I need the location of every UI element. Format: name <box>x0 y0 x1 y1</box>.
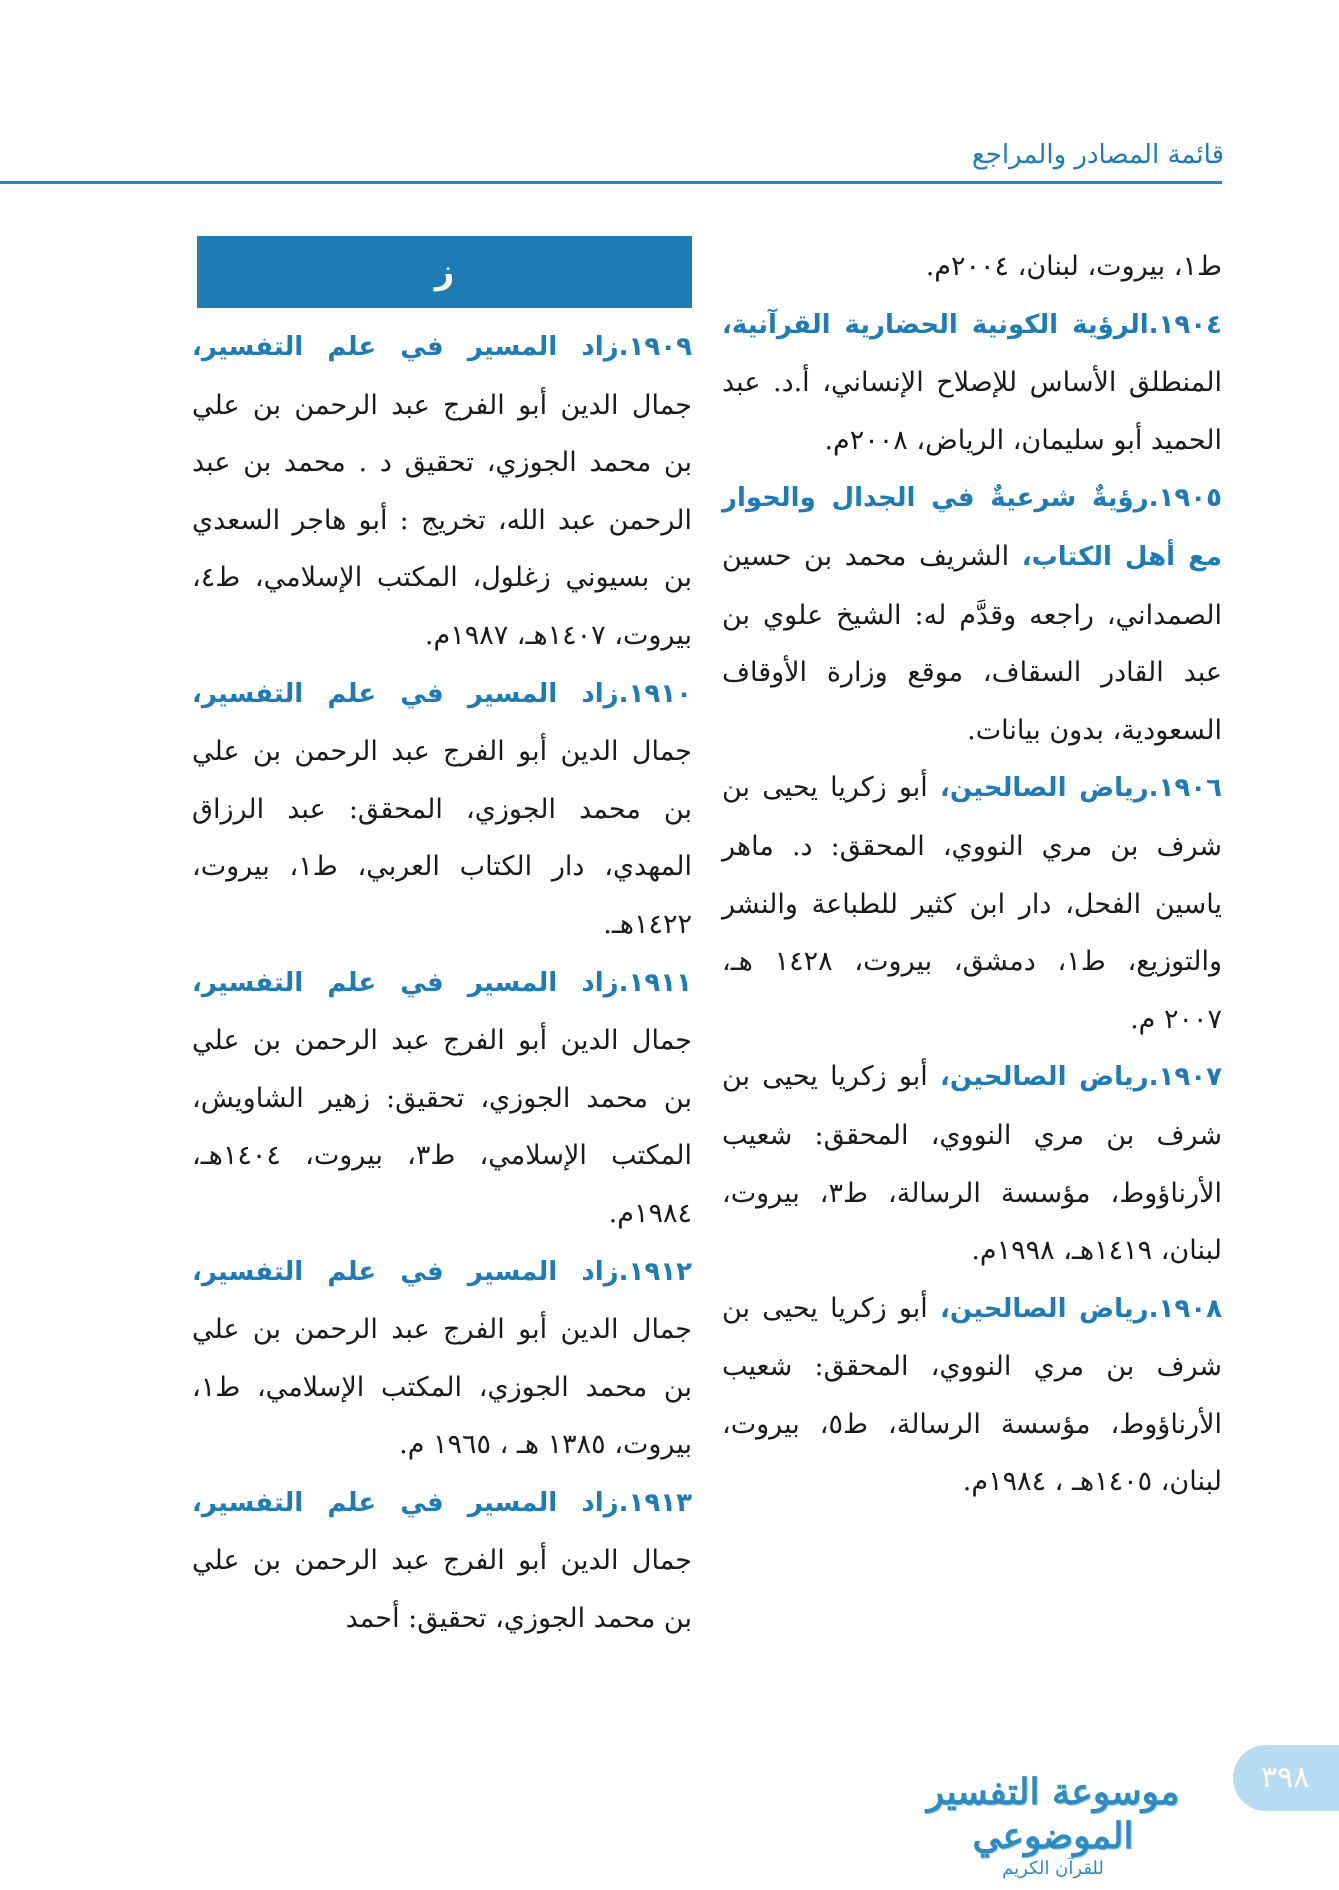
entry-text: أبو زكريا يحيى بن شرف بن مري النووي، المحقق: شعيب الأرناؤوط، مؤسسة الرسالة، ط٥، بيروت، لبنان، ١٤٠٥هـ ، ١٩٨٤م. <box>722 1292 1222 1498</box>
entry-title: زاد المسير في علم التفسير، <box>192 332 619 362</box>
entry-number: ١٩٠٤. <box>1148 309 1222 340</box>
entry-text: جمال الدين أبو الفرج عبد الرحمن بن علي بن محمد الجوزي، تحقيق د . محمد بن عبد الرحمن عبد الله، تخريج : أبو هاجر السعدي بن بسيوني زغلول، المكتب الإسلامي، ط٤، بيروت، ١٤٠٧هـ، ١٩٨٧م. <box>192 389 692 651</box>
bibliography-column-left <box>192 236 692 1648</box>
entry-title: الرؤية الكونية الحضارية القرآنية، <box>722 309 1149 340</box>
entry-number: ١٩٠٩. <box>618 332 692 362</box>
entry-text: ط١، بيروت، لبنان، ٢٠٠٤م. <box>925 251 1222 282</box>
entry-title: رياض الصالحين، <box>940 1062 1149 1093</box>
entry-text: جمال الدين أبو الفرج عبد الرحمن بن علي بن محمد الجوزي، تحقيق: أحمد <box>192 1545 692 1635</box>
encyclopedia-logo <box>918 1770 1188 1879</box>
entry-number: ١٩١١. <box>618 967 692 998</box>
section-letter-heading: ز <box>197 236 692 308</box>
entry-text: جمال الدين أبو الفرج عبد الرحمن بن علي بن محمد الجوزي، المحقق: عبد الرزاق المهدي، دار الكتاب العربي، ط١، بيروت، ١٤٢٢هـ. <box>192 736 693 940</box>
entry-text: أبو زكريا يحيى بن شرف بن مري النووي، المحقق: د. ماهر ياسين الفحل، دار ابن كثير للطباعة والنشر والتوزيع، ط١، دمشق، بيروت، ١٤٢٨ هـ، ٢٠٠٧ م. <box>722 772 1222 1035</box>
entry-title: رياض الصالحين، <box>940 1293 1149 1324</box>
entry-title: زاد المسير في علم التفسير، <box>192 1487 619 1518</box>
logo-title: موسوعة التفسير الموضوعي <box>926 1771 1180 1857</box>
entry-text: ٢٠٠٨م. <box>824 424 908 456</box>
entry-number: ١٩١٣. <box>618 1487 692 1518</box>
running-header-title: قائمة المصادر والمراجع <box>971 140 1224 170</box>
bibliography-entry <box>722 469 1222 759</box>
entry-title: زاد المسير في علم التفسير، <box>192 1256 619 1287</box>
entry-number: ١٩١٠. <box>618 678 692 709</box>
entry-number: ١٩٠٥. <box>1148 483 1222 514</box>
entry-text: أبو زكريا يحيى بن شرف بن مري النووي، المحقق: شعيب الأرناؤوط، مؤسسة الرسالة، ط٣، بيروت، لبنان، ١٤١٩هـ، ١٩٩٨م. <box>722 1061 1222 1267</box>
bibliography-entry <box>722 1280 1222 1511</box>
bibliography-entry <box>722 238 1222 296</box>
entry-number: ١٩٠٧. <box>1148 1062 1223 1093</box>
bibliography-entry <box>192 318 692 665</box>
bibliography-entry <box>722 296 1222 470</box>
bibliography-entry <box>192 954 692 1243</box>
entry-title: رياض الصالحين، <box>940 773 1149 804</box>
page-number-badge: ٣٩٨ <box>1233 1745 1339 1811</box>
entry-number: ١٩٠٨. <box>1148 1293 1223 1324</box>
bibliography-entry <box>722 759 1222 1048</box>
bibliography-entry <box>722 1048 1222 1279</box>
entry-text: جمال الدين أبو الفرج عبد الرحمن بن علي بن محمد الجوزي، تحقيق: زهير الشاويش، المكتب الإسلامي، ط٣، بيروت، ١٤٠٤هـ، ١٩٨٤م. <box>192 1025 692 1229</box>
entry-title: زاد المسير في علم التفسير، <box>192 967 619 998</box>
entry-text: المنطلق الأساس للإصلاح الإنساني، <box>822 367 1222 399</box>
bibliography-entry <box>192 665 692 954</box>
entry-text: جمال الدين أبو الفرج عبد الرحمن بن علي بن محمد الجوزي، المكتب الإسلامي، ط١، بيروت، ١٣٨٥ هـ ، ١٩٦٥ م. <box>192 1314 692 1461</box>
entry-text: الشريف محمد بن حسين الصمداني، راجعه وقدَّم له: الشيخ علوي بن عبد القادر السقاف، موقع وزارة الأوقاف السعودية، بدون بيانات. <box>722 540 1222 746</box>
header-rule <box>0 181 1222 184</box>
logo-subtitle: للقرآن الكريم <box>1002 1858 1104 1879</box>
entry-title: زاد المسير في علم التفسير، <box>192 678 619 709</box>
entry-title: رؤيةٌ شرعيةٌ في الجدال والحوار مع أهل الكتاب، <box>722 483 1222 572</box>
bibliography-entry <box>192 1474 692 1648</box>
entry-number: ١٩١٢. <box>618 1256 692 1287</box>
entry-number: ١٩٠٦. <box>1148 773 1223 804</box>
bibliography-entry <box>192 1243 692 1474</box>
bibliography-column-right <box>722 238 1222 1511</box>
entry-text: أ.د. عبد الحميد أبو سليمان، الرياض، <box>722 367 1222 456</box>
